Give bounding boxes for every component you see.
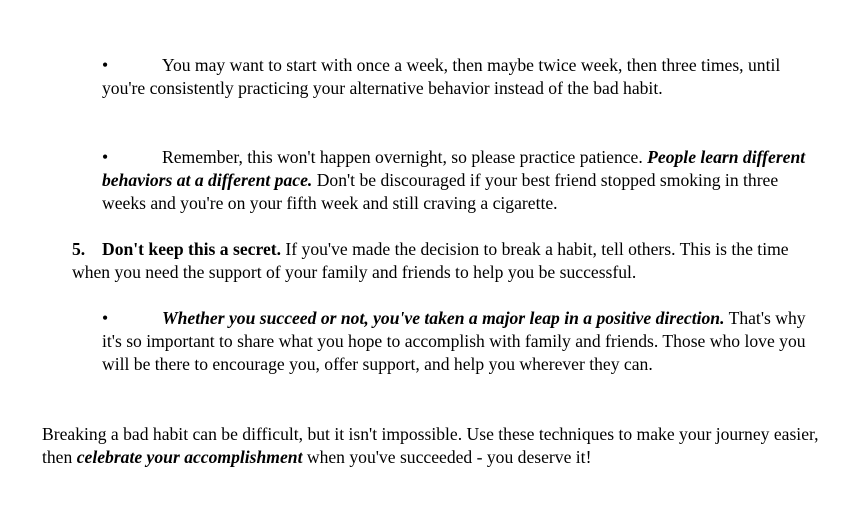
item-text: If you've made the decision to break a habit, tell others. This is the time when you need the support of your family and friends to help you be successful. <box>72 239 789 282</box>
bullet-item-patience <box>102 146 822 215</box>
closing-paragraph <box>42 423 822 469</box>
bullet-text: Remember, this won't happen overnight, so please practice patience. <box>162 147 648 167</box>
item-number: 5. <box>72 239 86 259</box>
closing-emphasis: celebrate your accomplishment <box>76 447 303 467</box>
bullet-item-share <box>102 307 822 376</box>
bullet-text: You may want to start with once a week, then maybe twice week, then three times, until you're consistently practicing your alternative behavior instead of the bad habit. <box>102 55 781 98</box>
item-heading: Don't keep this a secret. <box>102 239 282 259</box>
bullet-emphasis: People learn different behaviors at a different pace. <box>102 147 806 190</box>
bullet-marker: • <box>102 308 109 328</box>
bullet-marker: • <box>102 55 109 75</box>
bullet-emphasis: Whether you succeed or not, you've taken a major leap in a positive direction. <box>162 308 725 328</box>
bullet-text-continued: Don't be discouraged if your best friend stopped smoking in three weeks and you're on your fifth week and still craving a cigarette. <box>102 170 779 213</box>
closing-text: Breaking a bad habit can be difficult, but it isn't impossible. Use these techniques to make your journey easier, then <box>42 424 819 467</box>
bullet-item-start-slowly <box>102 54 822 100</box>
numbered-item-5 <box>72 238 817 284</box>
closing-text-continued: when you've succeeded - you deserve it! <box>302 447 592 467</box>
bullet-text: That's why it's so important to share what you hope to accomplish with family and friends. Those who love you will be there to encourage you, offer support, and help you wherever they can. <box>102 308 806 374</box>
bullet-marker: • <box>102 147 109 167</box>
